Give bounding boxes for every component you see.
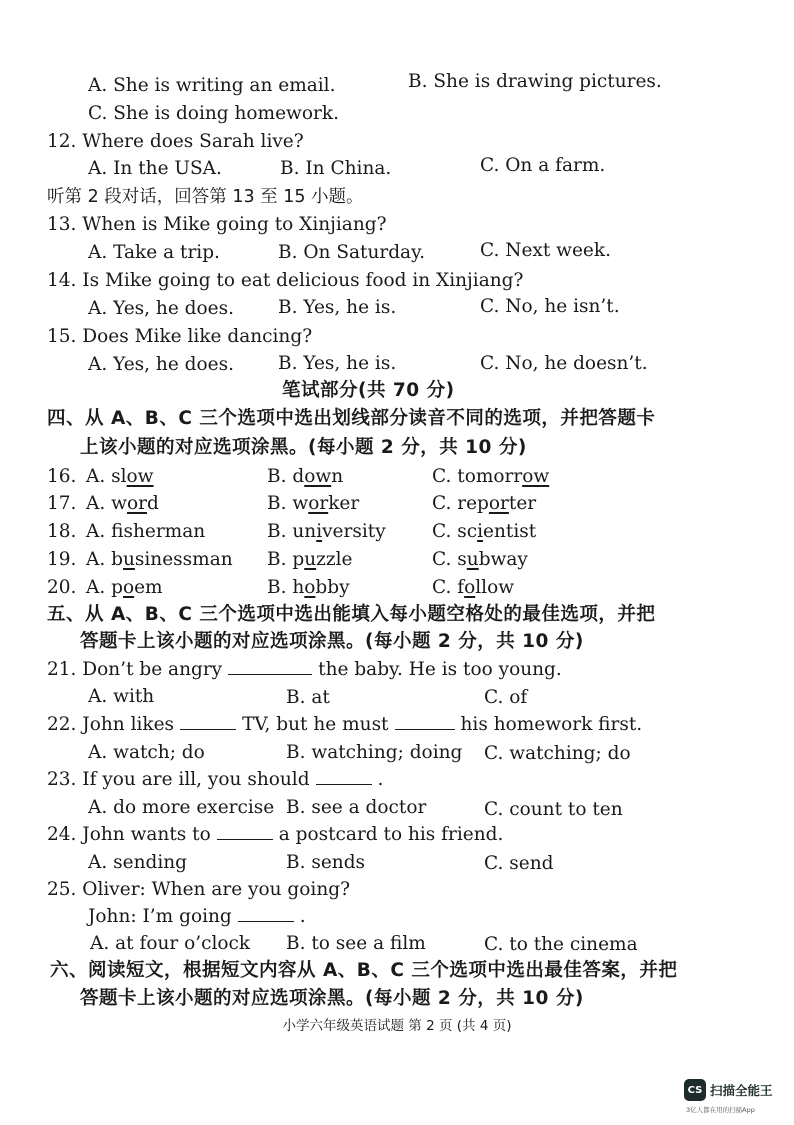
q20-option-c-c-post: llow: [475, 577, 515, 598]
q19-number: [47, 548, 76, 572]
q19-option-a-a-post: sinessman: [134, 549, 233, 570]
q25-option-b: B. to see a film: [286, 933, 426, 954]
q19-option-a-a-u: u: [122, 549, 135, 570]
q14-option-c: C. No, he isn’t.: [480, 296, 620, 317]
q24-blank: [217, 823, 273, 840]
section-4-instruction-line2: 上该小题的对应选项涂黑。(每小题 2 分，共 10 分): [80, 437, 527, 458]
scanner-app-name: 扫描全能王: [710, 1083, 773, 1098]
q16-option-b-b-post: n: [331, 466, 344, 487]
q20-option-c-c-pre: C. f: [432, 577, 465, 598]
q14-stem: 14. Is Mike going to eat delicious food in Xinjiang?: [47, 270, 524, 291]
q13-stem: 13. When is Mike going to Xinjiang?: [47, 214, 387, 235]
q24-option-a: A. sending: [88, 852, 187, 873]
q19-option-a-a-pre: A. b: [86, 549, 123, 570]
scanner-logo-icon: CS: [684, 1079, 706, 1101]
q21-stem-post: the baby. He is too young.: [318, 659, 562, 680]
q22-stem-pre: 22. John likes: [47, 714, 175, 735]
q17-option-c-c-post: ter: [508, 493, 537, 514]
q17-option-a-a-pre: A. w: [86, 493, 127, 514]
q16-option-a: [86, 465, 154, 489]
section-6-instruction-line1: 六、阅读短文，根据短文内容从 A、B、C 三个选项中选出最佳答案，并把: [50, 960, 678, 981]
q15-stem: 15. Does Mike like dancing?: [47, 326, 313, 347]
q22-stem-post: his homework first.: [460, 714, 643, 735]
q18-option-b-b-post: versity: [322, 521, 386, 542]
q13-option-c: C. Next week.: [480, 240, 611, 261]
q22-blank-2: [395, 713, 455, 730]
q20-option-a-a-pre: A. p: [86, 577, 123, 598]
q17-number-num: 17.: [47, 493, 77, 514]
q23-stem: [47, 768, 383, 792]
q18-option-c-c-pre: C. sc: [432, 521, 478, 542]
q17-option-b: [267, 492, 359, 516]
q11-option-a: A. She is writing an email.: [88, 75, 336, 96]
q17-option-c-c-u: or: [488, 493, 509, 514]
q25-stem-line1: 25. Oliver: When are you going?: [47, 879, 350, 900]
q17-option-c: [432, 492, 536, 516]
q16-option-c: [432, 465, 549, 489]
q22-stem: [47, 713, 642, 737]
q20-option-a: [86, 576, 163, 600]
q12-option-c: C. On a farm.: [480, 155, 606, 176]
q22-option-a: A. watch; do: [88, 742, 205, 763]
q16-option-b-b-pre: B. d: [267, 466, 305, 487]
q18-option-c: [432, 520, 536, 544]
page-footer: 小学六年级英语试题 第 2 页 (共 4 页): [282, 1018, 512, 1034]
q23-option-b: B. see a doctor: [286, 797, 427, 818]
q21-option-b: B. at: [286, 687, 330, 708]
q20-option-b-b-pre: B. h: [267, 577, 305, 598]
q18-option-a-a-pre: A. f: [86, 521, 124, 542]
q22-stem-mid: TV, but he must: [242, 714, 389, 735]
q25-stem-post: .: [299, 906, 306, 927]
q19-number-num: 19.: [47, 549, 77, 570]
q20-option-c-c-u: o: [464, 577, 476, 598]
q14-option-b: B. Yes, he is.: [278, 297, 397, 318]
q18-option-b-b-u: i: [316, 521, 323, 542]
q18-option-c-c-post: entist: [483, 521, 537, 542]
q16-option-b: [267, 465, 343, 489]
q13-option-a: A. Take a trip.: [88, 242, 220, 263]
q14-option-a: A. Yes, he does.: [88, 298, 234, 319]
q12-option-a: A. In the USA.: [88, 158, 222, 179]
q16-option-c-c-u: ow: [522, 466, 550, 487]
q21-option-a: A. with: [88, 686, 155, 707]
dialogue-2-instruction: 听第 2 段对话，回答第 13 至 15 小题。: [47, 187, 364, 207]
q17-option-c-c-pre: C. rep: [432, 493, 489, 514]
q21-option-c: C. of: [484, 687, 528, 708]
q25-option-c: C. to the cinema: [484, 934, 638, 955]
q16-option-a-a-u: ow: [126, 466, 154, 487]
q19-option-c: [432, 548, 528, 572]
q11-option-c: C. She is doing homework.: [88, 103, 339, 124]
q21-blank: [228, 658, 312, 675]
q17-option-a-a-post: d: [146, 493, 159, 514]
q22-option-c: C. watching; do: [484, 743, 631, 764]
q25-stem-line2: [88, 905, 306, 929]
q20-option-a-a-post: em: [134, 577, 163, 598]
q18-option-c-c-u: i: [477, 521, 484, 542]
q17-number: [47, 492, 76, 516]
q12-option-b: B. In China.: [280, 158, 392, 179]
q25-option-a: A. at four o’clock: [90, 933, 251, 954]
q22-blank-1: [180, 713, 236, 730]
q17-option-b-b-post: ker: [328, 493, 360, 514]
q20-number-num: 20.: [47, 577, 77, 598]
q16-number-num: 16.: [47, 466, 77, 487]
q22-option-b: B. watching; doing: [286, 742, 463, 763]
q21-stem: [47, 658, 562, 682]
q20-option-b-b-u: o: [304, 577, 316, 598]
section-6-instruction-line2: 答题卡上该小题的对应选项涂黑。(每小题 2 分，共 10 分): [80, 988, 584, 1009]
section-5-instruction-line1: 五、从 A、B、C 三个选项中选出能填入每小题空格处的最佳选项，并把: [47, 604, 656, 625]
q17-option-a-a-u: or: [126, 493, 147, 514]
q19-option-a: [86, 548, 233, 572]
q20-option-c: [432, 576, 514, 600]
q20-number: [47, 576, 76, 600]
q12-stem: 12. Where does Sarah live?: [47, 131, 304, 152]
q16-option-a-a-pre: A. sl: [86, 466, 127, 487]
q20-option-b-b-post: bby: [315, 577, 350, 598]
q23-stem-post: .: [377, 769, 384, 790]
q18-option-b: [267, 520, 386, 544]
q23-blank: [316, 768, 372, 785]
q23-stem-pre: 23. If you are ill, you should: [47, 769, 310, 790]
q25-stem-pre: John: I’m going: [88, 906, 232, 927]
q24-option-b: B. sends: [286, 852, 366, 873]
q21-stem-pre: 21. Don’t be angry: [47, 659, 223, 680]
q23-option-c: C. count to ten: [484, 799, 623, 820]
q15-option-b: B. Yes, he is.: [278, 353, 397, 374]
q18-number-num: 18.: [47, 521, 77, 542]
q17-option-b-b-pre: B. w: [267, 493, 309, 514]
q19-option-b-b-pre: B. p: [267, 549, 305, 570]
scanner-tagline: 3亿人都在用的扫描App: [686, 1106, 755, 1114]
scanner-watermark: [684, 1079, 794, 1119]
q18-option-b-b-pre: B. un: [267, 521, 317, 542]
q19-option-c-c-post: bway: [478, 549, 528, 570]
q17-option-b-b-u: or: [308, 493, 329, 514]
q20-option-a-a-u: o: [122, 577, 135, 598]
q20-option-b: [267, 576, 350, 600]
q19-option-b-b-post: zzle: [316, 549, 353, 570]
q18-option-a-a-post: sherman: [123, 521, 206, 542]
q16-option-c-c-pre: C. tomorr: [432, 466, 523, 487]
q19-option-b-b-u: u: [304, 549, 317, 570]
written-part-title: 笔试部分(共 70 分): [282, 380, 455, 401]
q24-stem-pre: 24. John wants to: [47, 824, 211, 845]
q18-number: [47, 520, 76, 544]
q18-option-a: [86, 520, 205, 544]
q16-option-b-b-u: ow: [304, 466, 332, 487]
q19-option-b: [267, 548, 352, 572]
q24-stem: [47, 823, 503, 847]
q13-option-b: B. On Saturday.: [278, 242, 425, 263]
q17-option-a: [86, 492, 159, 516]
q19-option-c-c-u: u: [466, 549, 479, 570]
q24-option-c: C. send: [484, 853, 554, 874]
q15-option-a: A. Yes, he does.: [88, 354, 234, 375]
q23-option-a: A. do more exercise: [88, 797, 275, 818]
q25-blank: [238, 905, 294, 922]
q24-stem-post: a postcard to his friend.: [278, 824, 504, 845]
q19-option-c-c-pre: C. s: [432, 549, 467, 570]
q11-option-b: B. She is drawing pictures.: [408, 71, 662, 92]
section-5-instruction-line2: 答题卡上该小题的对应选项涂黑。(每小题 2 分，共 10 分): [80, 631, 584, 652]
q15-option-c: C. No, he doesn’t.: [480, 353, 648, 374]
section-4-instruction-line1: 四、从 A、B、C 三个选项中选出划线部分读音不同的选项，并把答题卡: [47, 408, 656, 429]
q16-number: [47, 465, 76, 489]
